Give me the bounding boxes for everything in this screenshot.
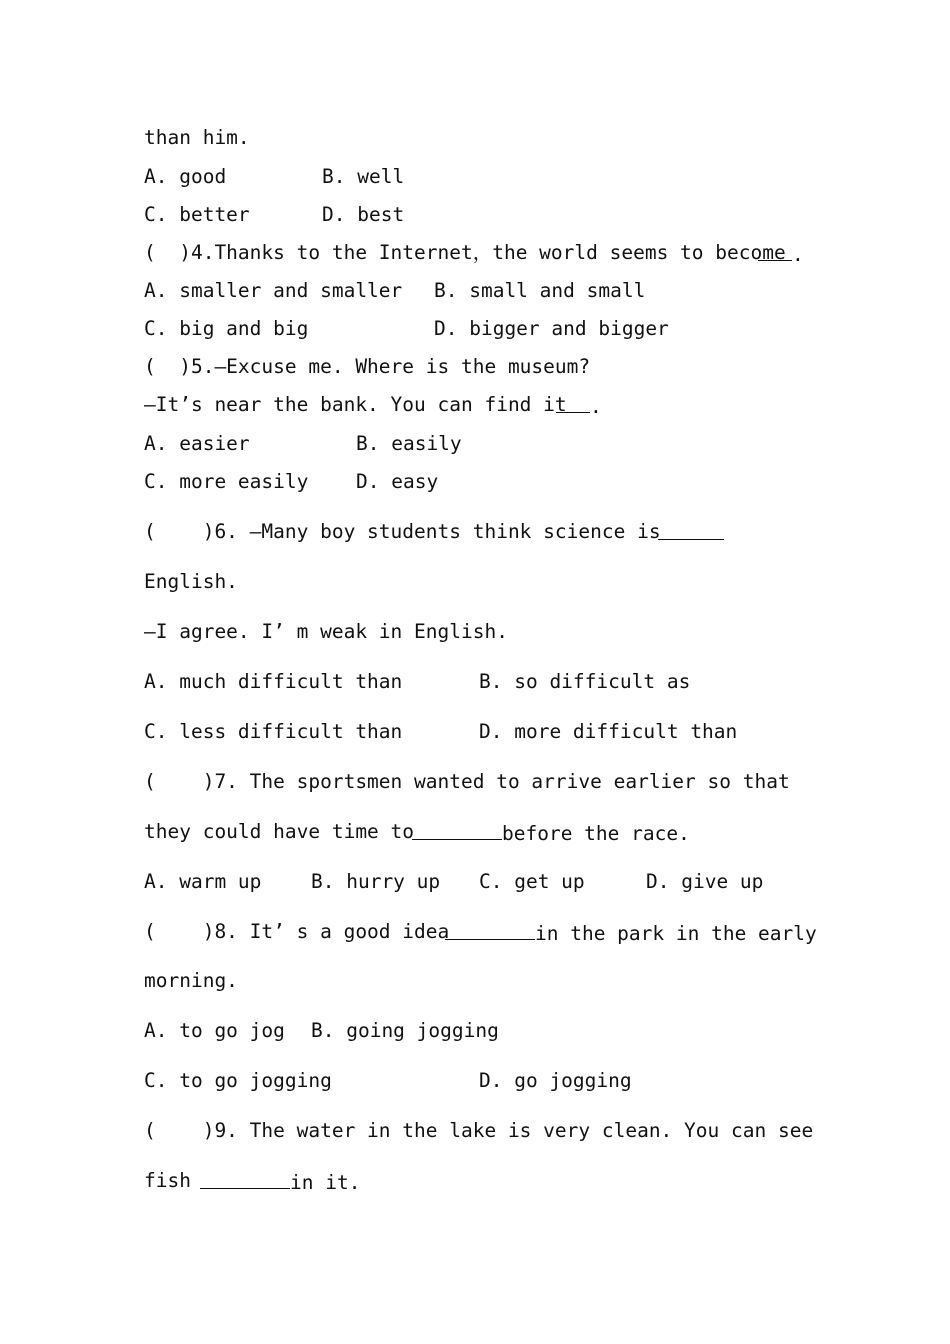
option-b: B. small and small: [434, 279, 646, 302]
question-8-post: in the park in the early: [535, 922, 817, 945]
question-9-text: ( )9. The water in the lake is very clean. You can see: [144, 1119, 814, 1142]
question-9-cont: [144, 1168, 361, 1272]
option-c: C. get up: [479, 870, 585, 893]
option-d: D. easy: [356, 470, 439, 493]
answer-blank: [658, 519, 724, 540]
option-b: B. easily: [356, 432, 462, 455]
option-a: A. warm up: [144, 870, 262, 893]
answer-blank: [200, 1168, 290, 1189]
question-9-cont-post: in it.: [290, 1171, 361, 1194]
option-c: C. to go jogging: [144, 1069, 332, 1092]
option-d: D. give up: [646, 870, 764, 893]
question-5-reply-text: —It’s near the bank. You can find it: [144, 393, 567, 416]
question-6-cont-text: English.: [144, 570, 238, 593]
option-b: B. going jogging: [311, 1019, 499, 1042]
question-8-pre: ( )8. It’ s a good idea: [144, 920, 450, 943]
question-9-cont-pre: fish: [144, 1169, 191, 1192]
question-5-text: ( )5.—Excuse me. Where is the museum?: [144, 355, 591, 378]
option-b: B. hurry up: [311, 870, 441, 893]
question-7-text: ( )7. The sportsmen wanted to arrive earlier so that: [144, 770, 790, 793]
option-c: C. better: [144, 203, 250, 226]
question-7-cont-post: before the race.: [502, 822, 690, 845]
option-d: D. bigger and bigger: [434, 317, 669, 340]
option-b: B. so difficult as: [479, 670, 691, 693]
answer-blank: [556, 392, 590, 413]
question-4-text: ( )4.Thanks to the Internet，the world seems to become: [144, 241, 786, 264]
question-6-reply-text: —I agree. I’ m weak in English.: [144, 620, 508, 643]
option-b: B. well: [322, 165, 405, 188]
question-8-cont-text: morning.: [144, 969, 238, 992]
option-a: A. smaller and smaller: [144, 279, 403, 302]
option-c: C. more easily: [144, 470, 309, 493]
option-d: D. best: [322, 203, 405, 226]
option-a: A. easier: [144, 432, 250, 455]
question-5-end: .: [590, 395, 602, 418]
answer-blank: [445, 919, 535, 940]
option-c: C. big and big: [144, 317, 309, 340]
option-d: D. go jogging: [479, 1069, 632, 1092]
option-c: C. less difficult than: [144, 720, 403, 743]
answer-blank: [758, 240, 792, 261]
question-7-cont-pre: they could have time to: [144, 820, 415, 843]
option-a: A. good: [144, 165, 227, 188]
option-a: A. to go jog: [144, 1019, 285, 1042]
answer-blank: [412, 819, 502, 840]
option-a: A. much difficult than: [144, 670, 403, 693]
question-4-end: .: [792, 243, 804, 266]
question-6-text: ( )6. —Many boy students think science is: [144, 520, 661, 543]
text-than-him: than him.: [144, 126, 250, 149]
option-d: D. more difficult than: [479, 720, 738, 743]
